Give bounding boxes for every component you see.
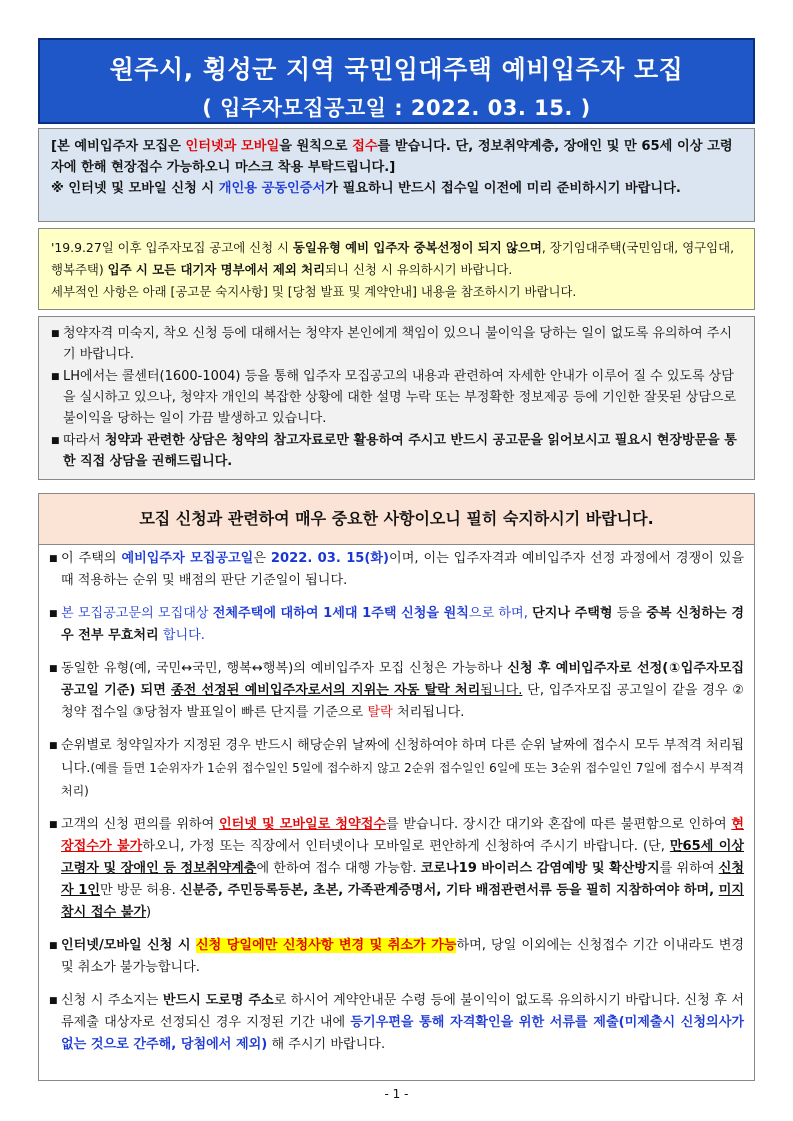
blue-text: 본 모집공고문의 모집대상 xyxy=(61,606,213,621)
list-item xyxy=(51,323,742,365)
notice-paragraph-2 xyxy=(51,178,742,199)
text: 고객의 신청 편의를 위하여 xyxy=(61,817,219,832)
bullet-square-icon: ■ xyxy=(49,741,58,751)
blue-bold-text: 2022. 03. 15(화) xyxy=(270,551,390,566)
text: 를 위하여 xyxy=(659,861,719,876)
bullet-square-icon: ■ xyxy=(51,436,60,446)
list-item-text: 청약자격 미숙지, 착오 신청 등에 대해서는 청약자 본인에게 책임이 있으니 불이익을 당하는 일이 없도록 유의하여 주시기 바랍니다. xyxy=(63,326,732,362)
list-item xyxy=(49,658,744,724)
announcement-date: ( 입주자모집공고일 : 2022. 03. 15. ) xyxy=(202,96,591,120)
important-notes-section xyxy=(38,493,755,1081)
text: 만 방문 허용. xyxy=(100,883,180,898)
blue-bold-text: 등기우편을 통해 자격확인을 위한 서류를 제출(미제출시 신청의사가 없는 것으로 간주해, 당첨에서 제외) xyxy=(61,1015,745,1052)
list-item xyxy=(49,814,744,924)
text: 하며, 당일 이외에는 신청접수 기간 이내라도 변경 및 취소가 불가능합니다. xyxy=(61,938,744,975)
title-banner xyxy=(38,38,755,124)
text: 순위별로 청약일자가 지정된 경우 반드시 해당순위 날짜에 신청하여야 하며 다른 순위 날짜에 접수시 모두 부적격 처리됩니다. xyxy=(61,738,744,776)
text: 등을 xyxy=(612,606,647,621)
notice-paragraph-1 xyxy=(51,136,742,178)
warn-text: '19.9.27일 이후 입주자모집 공고에 신청 시 xyxy=(51,240,293,255)
bold-text: 단지나 주택형 xyxy=(532,606,613,621)
list-item xyxy=(49,603,744,647)
bold-text: 신청 후 예비입주자로 선정(①입주자모집 공고일 기준) 되면 xyxy=(61,661,745,698)
highlighted-text: 신청 당일에만 신청사항 변경 및 취소가 가능 xyxy=(196,938,457,953)
red-bold-text: 인터넷 및 모바일로 청약접수 xyxy=(218,817,387,832)
section-body xyxy=(49,548,744,1067)
bold-text: 인터넷/모바일 신청 시 xyxy=(61,938,197,953)
blue-text: 합니다. xyxy=(158,628,205,643)
warn-paragraph xyxy=(51,237,742,281)
underlined-text: 됩니다. xyxy=(480,683,523,698)
notice-highlight: 접수 xyxy=(352,139,378,154)
text: 에 한하여 접수 대행 가능함. xyxy=(256,861,421,876)
text: 따라서 xyxy=(63,433,105,448)
text: 로 하시어 계약안내문 수령 등에 불이익이 없도록 유의하시기 바랍니다. 신청 후 서류제출 대상자로 선정되신 경우 지정된 기간 내에 xyxy=(61,993,744,1030)
list-item-text xyxy=(63,430,742,472)
text: 은 xyxy=(253,551,271,566)
bold-underlined-text: 미지참시 접수 불가 xyxy=(61,883,744,920)
warn-bold: 입주 시 모든 대기자 명부에서 제외 처리 xyxy=(107,262,326,277)
bullet-square-icon: ■ xyxy=(49,996,58,1006)
warn-text: 되니 신청 시 유의하시기 바랍니다. xyxy=(325,262,513,277)
page-title: 원주시, 횡성군 지역 국민임대주택 예비입주자 모집 xyxy=(109,55,684,84)
text: 단, 입주자모집 공고일이 같을 경우 ②청약 접수일 ③당첨자 발표일이 빠른 단지를 기준으로 xyxy=(61,683,745,720)
red-bold-text: 현장접수가 불가 xyxy=(61,817,744,854)
blue-bold-text: 전체주택에 대하여 1세대 1주택 신청을 원칙 xyxy=(212,606,469,621)
text: 하오니, 가정 또는 직장에서 인터넷이나 모바일로 편안하게 신청하여 주시기 바랍니다. (단, xyxy=(142,839,670,854)
list-item xyxy=(49,990,744,1056)
notice-text: 를 받습니다. 단, 정보취약계층, 장애인 및 만 65세 이상 고령자에 한해 현장접수 가능하오니 마스크 착용 부탁드립니다.] xyxy=(51,139,733,175)
bold-text: 중복 신청하는 경우 전부 무효처리 xyxy=(61,606,744,643)
text: ) xyxy=(146,905,152,920)
bullet-square-icon: ■ xyxy=(49,664,58,674)
text: 동일한 유형(예, 국민↔국민, 행복↔행복)의 예비입주자 모집 신청은 가능하나 xyxy=(61,661,508,676)
notice-text: 가 필요하니 반드시 접수일 이전에 미리 준비하시기 바랍니다. xyxy=(325,181,681,196)
list-item-text xyxy=(61,735,744,803)
bullet-square-icon: ■ xyxy=(51,372,60,382)
bold-underlined-text: 만65세 이상 고령자 및 장애인 등 정보취약계층 xyxy=(61,839,745,876)
list-item-text xyxy=(61,935,744,979)
warn-bold: 동일유형 예비 입주자 중복선정이 되지 않으며 xyxy=(292,240,542,255)
bold-text: 반드시 도로명 주소 xyxy=(162,993,274,1008)
list-item-text xyxy=(61,658,744,724)
duplicate-selection-warning xyxy=(38,228,755,310)
warn-reference: 세부적인 사항은 아래 [공고문 숙지사항] 및 [당첨 발표 및 계약안내] 내용을 참조하시기 바랍니다. xyxy=(51,284,577,299)
example-text: (예를 들면 1순위자가 1순위 접수일인 5일에 접수하지 않고 2순위 접수일인 6일에 또는 3순위 접수일인 7일에 접수시 부적격 처리) xyxy=(61,761,744,798)
bullet-square-icon: ■ xyxy=(49,609,58,619)
list-item-text xyxy=(61,603,744,647)
consultation-notice xyxy=(38,316,755,480)
bullet-square-icon: ■ xyxy=(51,329,60,339)
list-item-text: LH에서는 콜센터(1600-1004) 등을 통해 입주자 모집공고의 내용과 관련하여 자세한 안내가 이루어 질 수 있도록 상담을 실시하고 있으나, 청약자 개인의 복잡한 상황에 대한 설명 누락 또는 부정확한 정보제공 등에 기인한 잘못된 상담으로 불이익을 당하는 일이 가끔 발생하고 있습니다. xyxy=(63,369,737,426)
red-text: 탈락 xyxy=(367,705,393,720)
list-item xyxy=(49,935,744,979)
bold-underlined-text: 신청자 1인 xyxy=(61,861,744,898)
notice-text: 을 원칙으로 xyxy=(279,139,353,154)
online-application-notice xyxy=(38,128,755,222)
list-item xyxy=(51,366,742,429)
bold-text: 신분증, 주민등록등본, 초본, 가족관계증명서, 기타 배점관련서류 등을 필히 지참하여야 하며, xyxy=(179,883,719,898)
bold-text: 코로나19 바이러스 감염예방 및 확산방지 xyxy=(420,861,660,876)
bold-text: 청약과 관련한 상담은 청약의 참고자료로만 활용하여 주시고 반드시 공고문을 읽어보시고 필요시 현장방문을 통한 직접 상담을 권해드립니다. xyxy=(63,433,737,469)
bullet-square-icon: ■ xyxy=(49,941,58,951)
bullet-square-icon: ■ xyxy=(49,820,58,830)
blue-bold-text: 예비입주자 모집공고일 xyxy=(121,551,254,566)
list-item-text xyxy=(61,548,744,592)
list-item xyxy=(49,735,744,803)
list-item-text xyxy=(61,814,744,924)
text: 이 주택의 xyxy=(61,551,122,566)
list-item xyxy=(51,430,742,472)
notice-text: ※ 인터넷 및 모바일 신청 시 xyxy=(51,181,219,196)
list-item xyxy=(49,548,744,592)
blue-text: 으로 하며, xyxy=(468,606,533,621)
warn-text: , 장기임대주택(국민임대, 영구임대, 행복주택) xyxy=(51,240,735,277)
text: 이며, 이는 입주자격과 예비입주자 선정 과정에서 경쟁이 있을 때 적용하는 순위 및 배점의 판단 기준일이 됩니다. xyxy=(61,551,745,588)
section-header: 모집 신청과 관련하여 매우 중요한 사항이오니 필히 숙지하시기 바랍니다. xyxy=(39,494,754,545)
text: 를 받습니다. 장시간 대기와 혼잡에 따른 불편함으로 인하여 xyxy=(386,817,732,832)
text: 신청 시 주소지는 xyxy=(61,993,163,1008)
text: 처리됩니다. xyxy=(392,705,465,720)
notice-text: [본 예비입주자 모집은 xyxy=(51,139,186,154)
page-number: - 1 - xyxy=(384,1087,409,1101)
notice-highlight: 인터넷과 모바일 xyxy=(185,139,280,154)
text: 해 주시기 바랍니다. xyxy=(267,1037,386,1052)
list-item-text xyxy=(61,990,744,1056)
bullet-square-icon: ■ xyxy=(49,554,58,564)
bold-underlined-text: 종전 선정된 예비입주자로서의 지위는 자동 탈락 처리 xyxy=(171,683,481,698)
notice-highlight: 개인용 공동인증서 xyxy=(218,181,326,196)
